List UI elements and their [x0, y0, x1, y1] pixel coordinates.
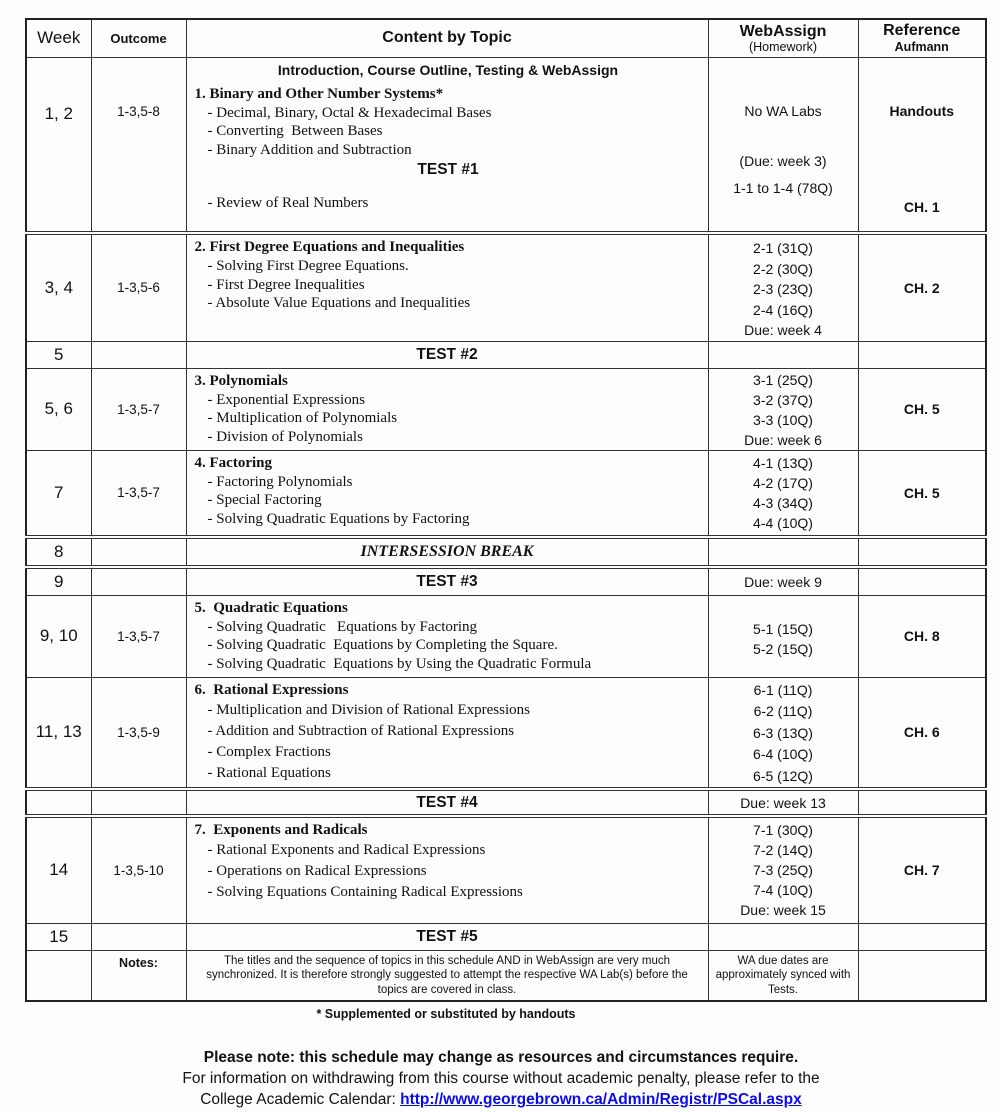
r11-bullet-2: - Operations on Radical Expressions: [207, 863, 427, 879]
calendar-label: College Academic Calendar:: [200, 1091, 401, 1108]
r11-wa-line-4: 7-4 (10Q): [753, 882, 813, 898]
r5-outcome: 1-3,5-7: [91, 450, 186, 537]
r8-bullet-2: - Solving Quadratic Equations by Completing the Square.: [207, 637, 558, 653]
r5-webassign: [708, 450, 858, 537]
r3-reference: [858, 341, 986, 368]
r8-webassign: [708, 595, 858, 677]
row-week-8-break: [26, 537, 986, 567]
header-reference-sub: Aufmann: [894, 40, 949, 55]
r5-wa-line-3: 4-3 (34Q): [753, 494, 813, 511]
r8-reference: CH. 8: [858, 595, 986, 677]
r4-topic-heading: 3. Polynomials: [194, 372, 288, 389]
r12-outcome: [91, 923, 186, 950]
row-week-14: [26, 816, 986, 923]
r11-wa-line-2: 7-2 (14Q): [753, 842, 813, 858]
r1-week: 1, 2: [26, 57, 91, 233]
r4-wa-line-2: 3-2 (37Q): [753, 391, 813, 408]
notes-text: The titles and the sequence of topics in this schedule AND in WebAssign are very much synchronized. It is therefore strongly suggested to attempt the respective WA Lab(s) before the topics are covered in class.: [186, 950, 708, 1001]
r12-week: 15: [26, 923, 91, 950]
r11-wa-line-1: 7-1 (30Q): [753, 822, 813, 838]
r11-wa-line-3: 7-3 (25Q): [753, 862, 813, 878]
r1-intro-line: Introduction, Course Outline, Testing & WebAssign: [277, 61, 619, 78]
r1-wa-line-3: 1-1 to 1-4 (78Q): [733, 179, 833, 196]
r2-content: [186, 233, 708, 341]
r11-bullet-1: - Rational Exponents and Radical Expressions: [207, 842, 486, 858]
r6-week: 8: [26, 537, 91, 567]
r7-webassign: Due: week 9: [708, 567, 858, 595]
row-week-1-2: [26, 57, 986, 233]
r2-reference: CH. 2: [858, 233, 986, 341]
r9-wa-line-1: 6-1 (11Q): [753, 681, 813, 698]
r8-wa-line-1: 5-1 (15Q): [753, 620, 813, 637]
r11-bullet-3: - Solving Equations Containing Radical Expressions: [207, 884, 523, 900]
r2-bullet-2: - First Degree Inequalities: [207, 276, 365, 293]
r8-wa-line-2: 5-2 (15Q): [753, 640, 813, 657]
header-reference-title: Reference: [883, 22, 961, 40]
r9-wa-line-4: 6-4 (10Q): [753, 746, 813, 762]
r9-bullet-3: - Complex Fractions: [207, 743, 331, 760]
r5-wa-line-2: 4-2 (17Q): [753, 474, 813, 491]
r6-reference: [858, 537, 986, 567]
r11-reference: CH. 7: [858, 816, 986, 923]
row-week-7: [26, 450, 986, 537]
r2-wa-line-2: 2-2 (30Q): [753, 260, 813, 277]
r12-webassign: [708, 923, 858, 950]
r3-webassign: [708, 341, 858, 368]
r5-bullet-1: - Factoring Polynomials: [207, 473, 353, 490]
r9-wa-line-5: 6-5 (12Q): [753, 767, 813, 784]
r2-outcome: 1-3,5-6: [91, 233, 186, 341]
r1-reference: [858, 57, 986, 233]
r8-content: [186, 595, 708, 677]
r1-content: [186, 57, 708, 233]
schedule-notice: [0, 1047, 1002, 1110]
r4-content: [186, 368, 708, 450]
r2-wa-due: Due: week 4: [744, 322, 822, 338]
r8-topic-heading: 5. Quadratic Equations: [194, 599, 348, 616]
notes-label: Notes:: [91, 950, 186, 1001]
r4-outcome: 1-3,5-7: [91, 368, 186, 450]
r4-wa-due: Due: week 6: [744, 431, 822, 448]
r4-webassign: [708, 368, 858, 450]
r1-webassign: [708, 57, 858, 233]
r6-break-label: INTERSESSION BREAK: [186, 537, 708, 567]
r8-bullet-3: - Solving Quadratic Equations by Using the Quadratic Formula: [207, 655, 592, 672]
r2-topic-heading: 2. First Degree Equations and Inequalities: [194, 239, 465, 255]
header-row: [26, 19, 986, 57]
r4-reference: CH. 5: [858, 368, 986, 450]
header-webassign-sub: (Homework): [748, 39, 818, 54]
r10-webassign: Due: week 13: [708, 789, 858, 816]
r11-week: 14: [26, 816, 91, 923]
r11-wa-due: Due: week 15: [740, 902, 826, 918]
r2-wa-line-3: 2-3 (23Q): [753, 281, 813, 297]
r1-wa-line-2: (Due: week 3): [739, 152, 827, 169]
r9-content: [186, 677, 708, 789]
row-week-5-6: [26, 368, 986, 450]
r8-bullet-1: - Solving Quadratic Equations by Factoring: [207, 618, 478, 635]
r5-bullet-2: - Special Factoring: [207, 492, 322, 508]
r6-outcome: [91, 537, 186, 567]
notice-line-3: [0, 1089, 1002, 1110]
r1-bullet-2: - Converting Between Bases: [207, 123, 383, 139]
r1-test-label: TEST #1: [417, 161, 479, 178]
r9-wa-line-2: 6-2 (11Q): [753, 703, 813, 719]
r5-reference: CH. 5: [858, 450, 986, 537]
r3-outcome: [91, 341, 186, 368]
r7-test-label: TEST #3: [186, 567, 708, 595]
r1-ref-chapter: CH. 1: [903, 198, 940, 215]
r12-reference: [858, 923, 986, 950]
r7-outcome: [91, 567, 186, 595]
r4-bullet-2: - Multiplication of Polynomials: [207, 410, 398, 426]
r6-webassign: [708, 537, 858, 567]
r9-bullet-2: - Addition and Subtraction of Rational Expressions: [207, 722, 515, 739]
r8-outcome: 1-3,5-7: [91, 595, 186, 677]
r7-week: 9: [26, 567, 91, 595]
row-notes: [26, 950, 986, 1001]
row-week-15-test5: [26, 923, 986, 950]
r11-content: [186, 816, 708, 923]
r5-topic-heading: 4. Factoring: [194, 454, 272, 471]
r1-topic-heading: 1. Binary and Other Number Systems*: [194, 85, 444, 102]
r10-outcome: [91, 789, 186, 816]
r10-test-label: TEST #4: [186, 789, 708, 816]
row-week-3-4: [26, 233, 986, 341]
r3-test-label: TEST #2: [186, 341, 708, 368]
row-week-9-test3: [26, 567, 986, 595]
r4-wa-line-3: 3-3 (10Q): [753, 411, 813, 428]
header-week: Week: [26, 19, 91, 57]
header-reference: [858, 19, 986, 57]
header-content: Content by Topic: [186, 19, 708, 57]
r9-bullet-4: - Rational Equations: [207, 764, 331, 781]
r2-bullet-3: - Absolute Value Equations and Inequalities: [207, 295, 471, 311]
row-test4: [26, 789, 986, 816]
r5-week: 7: [26, 450, 91, 537]
header-outcome: Outcome: [91, 19, 186, 57]
r4-week: 5, 6: [26, 368, 91, 450]
r1-outcome: 1-3,5-8: [91, 57, 186, 233]
header-webassign: [708, 19, 858, 57]
r3-week: 5: [26, 341, 91, 368]
r2-webassign: [708, 233, 858, 341]
r5-wa-line-4: 4-4 (10Q): [753, 514, 813, 531]
notes-week: [26, 950, 91, 1001]
header-webassign-title: WebAssign: [739, 22, 827, 40]
r5-content: [186, 450, 708, 537]
r1-bullet-3: - Binary Addition and Subtraction: [207, 141, 412, 158]
r9-topic-heading: 6. Rational Expressions: [194, 681, 349, 698]
r10-reference: [858, 789, 986, 816]
r9-bullet-1: - Multiplication and Division of Rational Expressions: [207, 701, 530, 718]
calendar-link[interactable]: http://www.georgebrown.ca/Admin/Registr/PSCal.aspx: [400, 1091, 802, 1108]
r9-wa-line-3: 6-3 (13Q): [753, 724, 813, 741]
r2-wa-line-1: 2-1 (31Q): [753, 240, 813, 256]
r8-week: 9, 10: [26, 595, 91, 677]
r2-bullet-1: - Solving First Degree Equations.: [207, 258, 409, 274]
r9-webassign: [708, 677, 858, 789]
r9-reference: CH. 6: [858, 677, 986, 789]
r4-bullet-3: - Division of Polynomials: [207, 428, 363, 445]
r11-outcome: 1-3,5-10: [91, 816, 186, 923]
notes-webassign: WA due dates are approximately synced with Tests.: [708, 950, 858, 1001]
r1-bullet-4: - Review of Real Numbers: [207, 195, 369, 211]
handouts-footnote: * Supplemented or substituted by handouts: [316, 1007, 576, 1021]
r1-bullet-1: - Decimal, Binary, Octal & Hexadecimal Bases: [207, 104, 492, 121]
r9-outcome: 1-3,5-9: [91, 677, 186, 789]
r11-topic-heading: 7. Exponents and Radicals: [194, 822, 368, 838]
r5-bullet-3: - Solving Quadratic Equations by Factoring: [207, 510, 470, 527]
r12-test-label: TEST #5: [186, 923, 708, 950]
r4-wa-line-1: 3-1 (25Q): [753, 371, 813, 388]
r2-wa-line-4: 2-4 (16Q): [753, 301, 813, 318]
r10-week: [26, 789, 91, 816]
r2-week: 3, 4: [26, 233, 91, 341]
r7-reference: [858, 567, 986, 595]
course-schedule-table: [25, 18, 987, 1002]
r1-ref-handouts: Handouts: [889, 102, 955, 119]
notice-line-1: Please note: this schedule may change as resources and circumstances require.: [203, 1049, 799, 1066]
r9-week: 11, 13: [26, 677, 91, 789]
r1-wa-line-1: No WA Labs: [744, 102, 822, 119]
row-week-5-test2: [26, 341, 986, 368]
r5-wa-line-1: 4-1 (13Q): [753, 454, 813, 471]
row-week-9-10: [26, 595, 986, 677]
r11-webassign: [708, 816, 858, 923]
notice-line-2: For information on withdrawing from this course without academic penalty, please refer to the: [182, 1070, 820, 1087]
row-week-11-13: [26, 677, 986, 789]
notes-reference: [858, 950, 986, 1001]
r4-bullet-1: - Exponential Expressions: [207, 391, 365, 408]
